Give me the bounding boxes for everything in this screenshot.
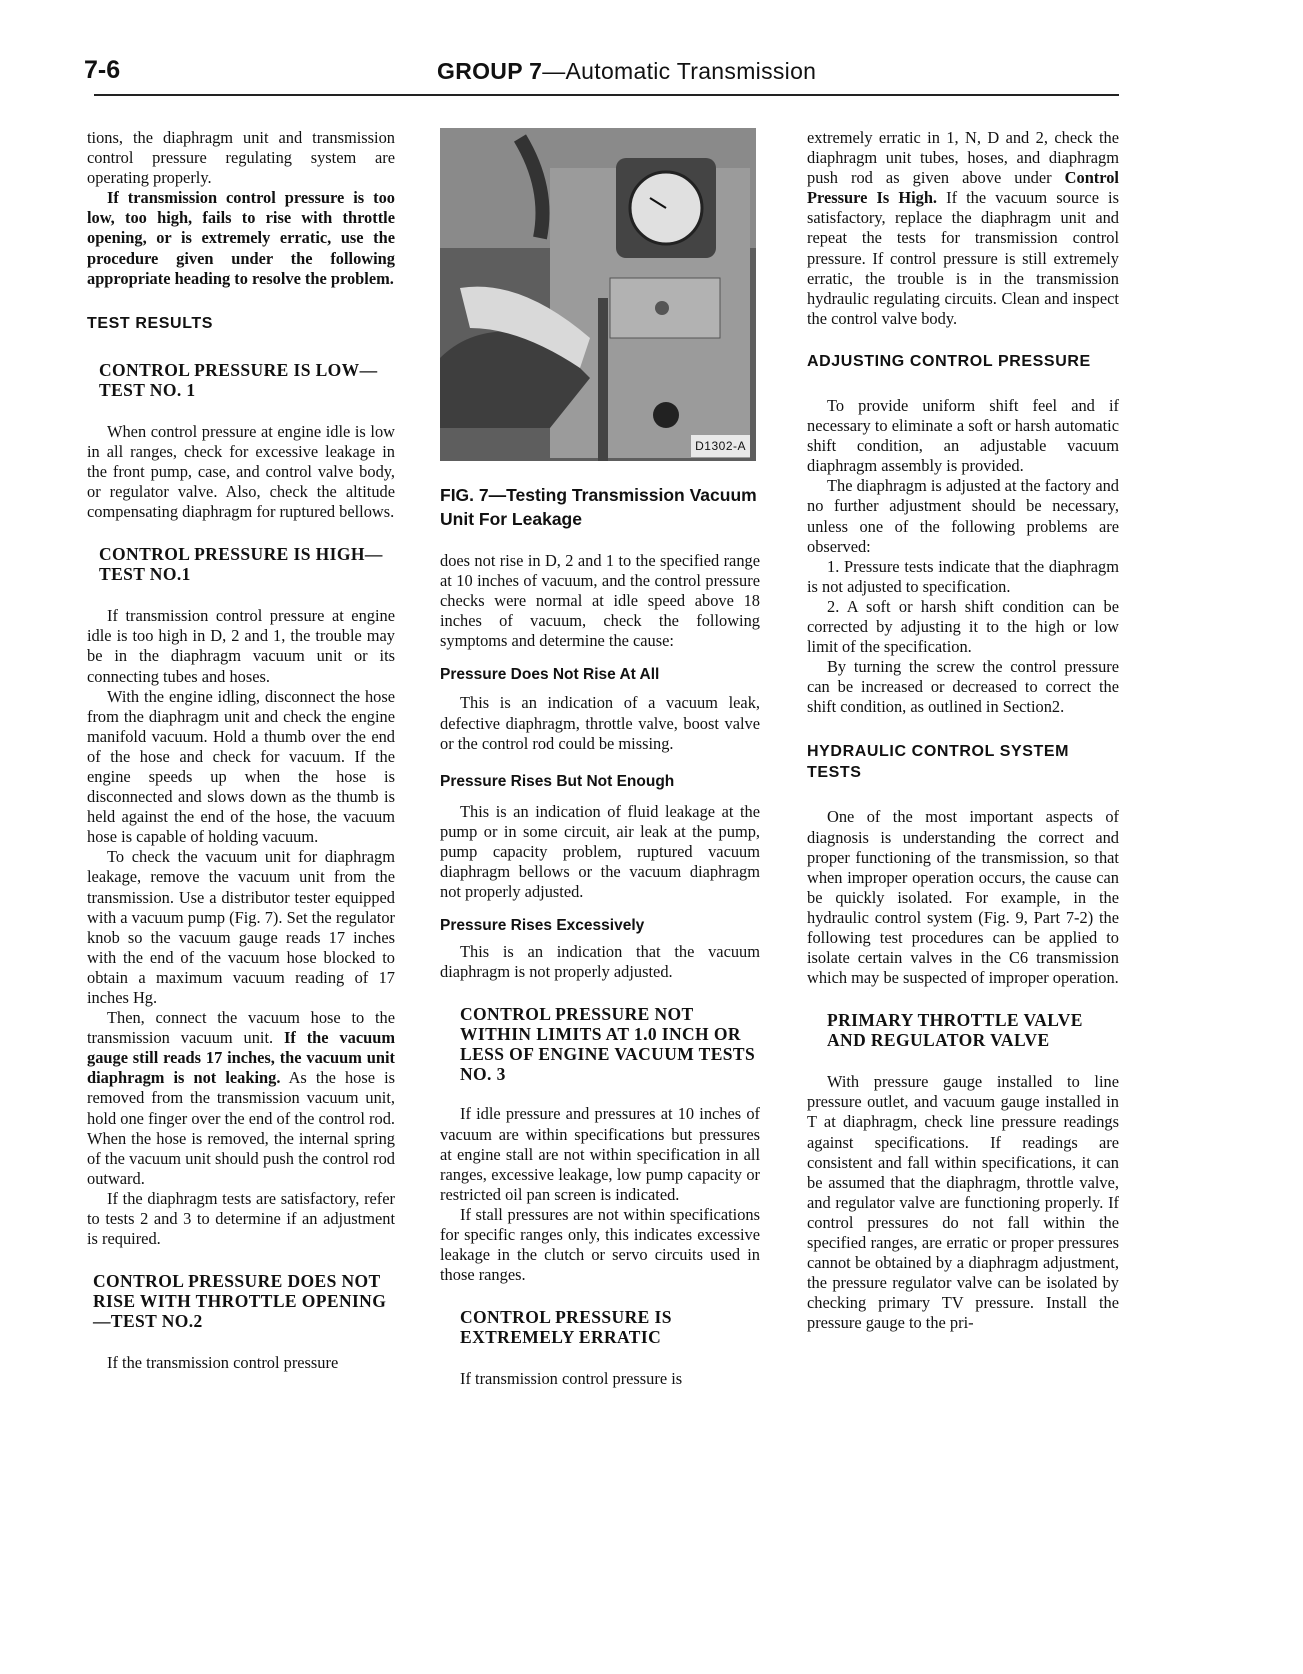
paragraph: By turning the screw the control pressure can be increased or decreased to correct the shift condition, as outlined in Section2. xyxy=(807,657,1119,717)
subheading-excessively: Pressure Rises Excessively xyxy=(440,917,645,935)
heading-adjusting-control-pressure: ADJUSTING CONTROL PRESSURE xyxy=(807,352,1091,370)
paragraph: One of the most important aspects of diagnosis is understanding the correct and proper functioning of the transmission, so that when improper operation occurs, the cause can be quickly isolated. For example, in the hydraulic control system (Fig. 9, Part 7-2) the following test procedures can be applied to isolate certain valves in the C6 transmission which may be suspected of improper operation. xyxy=(807,807,1119,988)
heading-low-pressure: CONTROL PRESSURE IS LOW—TEST NO. 1 xyxy=(99,359,378,400)
paragraph: With pressure gauge installed to line pressure outlet, and vacuum gauge installed in T at diaphragm, check line pressure readings against specifications. If readings are consistent and fall within specifications, it can be assumed that the diaphragm, throttle valve, and regulator valve are functioning properly. If control pressures do not fall within the specified ranges, are erratic or proper pressures cannot be obtained by a diaphragm adjustment, the pressure regulator valve can be isolated by checking primary TV pressure. Install the pressure gauge to the pri- xyxy=(807,1072,1119,1333)
subheading-not-enough: Pressure Rises But Not Enough xyxy=(440,772,675,790)
heading-hydraulic-control-system-tests: HYDRAULIC CONTROL SYSTEM TESTS xyxy=(807,743,1070,782)
figure-photo xyxy=(440,128,756,461)
header-rule xyxy=(94,94,1119,96)
paragraph: extremely erratic in 1, N, D and 2, check the diaphragm unit tubes, hoses, and diaphragm push rod as given above under Control Pressure Is High. If the vacuum source is satisfactory, replace the diaphragm unit and repeat the tests for transmission control pressure. If control pressure is still extremely erratic, the trouble is in the transmission hydraulic regulating circuits. Clean and inspect the control valve body. xyxy=(807,128,1119,328)
heading-high-pressure: CONTROL PRESSURE IS HIGH—TEST NO.1 xyxy=(99,544,383,585)
paragraph: With the engine idling, disconnect the hose from the diaphragm unit and check the engine manifold vacuum. Hold a thumb over the end of the hose and check for vacuum. If the engine speeds up when the hose is disconnected and slows down as the thumb is held against the end of the hose, the vacuum hose is capable of holding vacuum. xyxy=(87,686,395,847)
paragraph: If the transmission control pressure xyxy=(107,1353,339,1373)
heading-primary-throttle-valve: PRIMARY THROTTLE VALVE AND REGULATOR VALVE xyxy=(827,1010,1083,1051)
figure-id-tag: D1302-A xyxy=(691,435,750,457)
paragraph: If transmission control pressure is xyxy=(460,1369,683,1389)
list-item: 1. Pressure tests indicate that the diaphragm is not adjusted to specification. xyxy=(807,556,1119,596)
column-2 xyxy=(440,128,760,1389)
paragraph-bold: If transmission control pressure is too low, too high, fails to rise with throttle opening, or is extremely erratic, use the procedure given under the following appropriate heading to resolve the problem. xyxy=(87,188,395,288)
paragraph: If stall pressures are not within specifications for specific ranges only, this indicates excessive leakage in the clutch or servo circuits used in those ranges. xyxy=(440,1204,760,1285)
page-number: 7-6 xyxy=(84,56,121,84)
paragraph: If the diaphragm tests are satisfactory, refer to tests 2 and 3 to determine if an adjustment is required. xyxy=(87,1188,395,1249)
heading-extremely-erratic: CONTROL PRESSURE IS EXTREMELY ERRATIC xyxy=(460,1307,672,1348)
paragraph: To check the vacuum unit for diaphragm leakage, remove the vacuum unit from the transmission. Use a distributor tester equipped with a vacuum pump (Fig. 7). Set the regulator knob so the vacuum gauge reads 17 inches with the end of the vacuum hose blocked to obtain a maximum vacuum reading of 17 inches Hg. xyxy=(87,847,395,1007)
figure-caption: FIG. 7—Testing Transmission Vacuum Unit For Leakage xyxy=(440,485,757,529)
heading-not-within-limits: CONTROL PRESSURE NOT WITHIN LIMITS AT 1.0 INCH OR LESS OF ENGINE VACUUM TESTS NO. 3 xyxy=(460,1004,756,1085)
heading-test-results: TEST RESULTS xyxy=(87,314,214,332)
paragraph: The diaphragm is adjusted at the factory and no further adjustment should be necessary, unless one of the following problems are observed: xyxy=(807,476,1119,556)
paragraph: This is an indication of a vacuum leak, defective diaphragm, throttle valve, boost valve or the control rod could be missing. xyxy=(440,693,760,753)
column-3 xyxy=(807,128,1119,1334)
paragraph: tions, the diaphragm unit and transmission control pressure regulating system are operating properly. xyxy=(87,128,395,188)
group-label: GROUP 7 xyxy=(437,58,543,84)
subheading-no-rise-at-all: Pressure Does Not Rise At All xyxy=(440,666,660,684)
paragraph: If transmission control pressure at engine idle is too high in D, 2 and 1, the trouble may be in the diaphragm vacuum unit or its connecting tubes and hoses. xyxy=(87,606,395,686)
paragraph: To provide uniform shift feel and if necessary to eliminate a soft or harsh automatic shift condition, an adjustable vacuum diaphragm assembly is provided. xyxy=(807,395,1119,476)
paragraph: If idle pressure and pressures at 10 inches of vacuum are within specifications but pressures at engine stall are not within specification in all ranges, excessive leakage, low pump capacity or restricted oil pan screen is indicated. xyxy=(440,1104,760,1204)
photo-illustration xyxy=(440,128,756,461)
paragraph: This is an indication that the vacuum diaphragm is not properly adjusted. xyxy=(440,942,760,982)
heading-no-rise: CONTROL PRESSURE DOES NOT RISE WITH THROTTLE OPENING—TEST NO.2 xyxy=(93,1271,387,1332)
paragraph: When control pressure at engine idle is low in all ranges, check for excessive leakage in the front pump, case, and control valve body, or regulator valve. Also, check the altitude compensating diaphragm for ruptured bellows. xyxy=(87,421,395,522)
paragraph: does not rise in D, 2 and 1 to the specified range at 10 inches of vacuum, and the control pressure checks were normal at idle speed above 18 inches of vacuum, check the following symptoms and determine the cause: xyxy=(440,551,760,651)
page-header-title xyxy=(437,58,816,85)
list-item: 2. A soft or harsh shift condition can be corrected by adjusting it to the high or low limit of the specification. xyxy=(807,596,1119,657)
paragraph: Then, connect the vacuum hose to the transmission vacuum unit. If the vacuum gauge still reads 17 inches, the vacuum unit diaphragm is not leaking. As the hose is removed from the transmission vacuum unit, hold one finger over the end of the control rod. When the hose is removed, the internal spring of the vacuum unit should push the control rod outward. xyxy=(87,1008,396,1188)
paragraph: This is an indication of fluid leakage at the pump or in some circuit, air leak at the pump, pump capacity problem, ruptured vacuum diaphragm bellows or the vacuum diaphragm not properly adjusted. xyxy=(440,801,760,902)
column-1 xyxy=(87,128,395,1373)
group-topic: —Automatic Transmission xyxy=(542,58,817,84)
